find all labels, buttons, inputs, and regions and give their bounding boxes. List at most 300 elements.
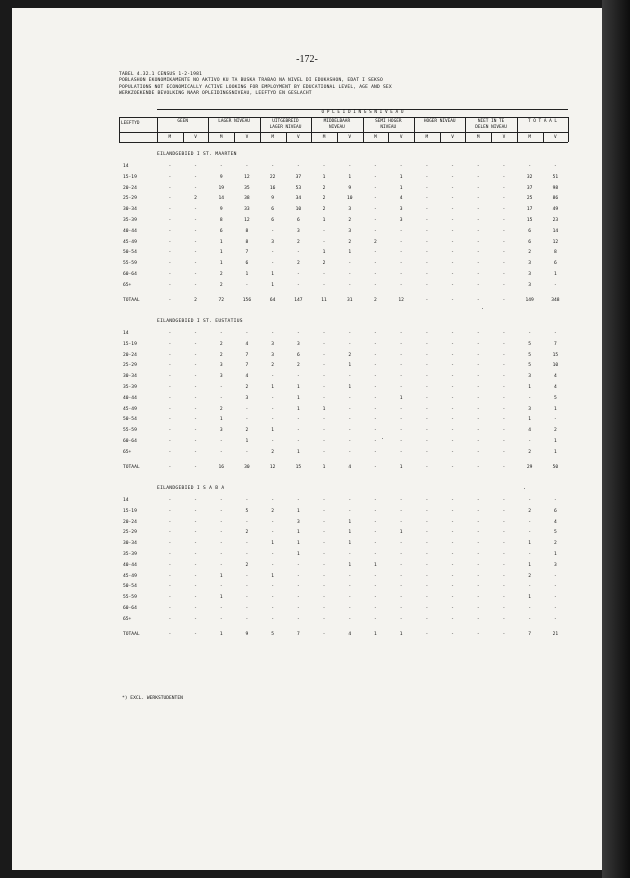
table-cell: - (399, 250, 403, 256)
table-row (119, 240, 568, 248)
table-cell: 6 (296, 218, 300, 223)
age-label: 14 (123, 498, 129, 503)
table-cell: - (425, 595, 429, 601)
table-row (119, 175, 568, 183)
table-cell: - (399, 363, 403, 369)
column-header: GEEN (177, 119, 188, 124)
table-cell: - (194, 395, 197, 401)
table-cell: - (425, 363, 429, 369)
table-cell: - (322, 417, 326, 423)
table-cell: - (168, 552, 172, 557)
table-cell: - (322, 341, 326, 347)
table-cell: - (476, 417, 480, 423)
table-cell: - (374, 185, 377, 191)
age-label: 55-59 (123, 428, 137, 434)
table-cell: - (399, 282, 403, 288)
table-cell: - (399, 331, 403, 336)
table-cell: - (322, 272, 326, 277)
table-cell: 1 (219, 573, 223, 579)
table-cell: - (374, 352, 377, 358)
table-cell: - (194, 374, 197, 380)
table-cell: 86 (552, 196, 559, 202)
table-cell: 1 (296, 385, 300, 390)
table-cell: 2 (553, 541, 557, 547)
table-cell: 5 (528, 352, 532, 358)
table-cell: 16 (269, 185, 276, 191)
table-cell: - (476, 261, 480, 267)
table-cell: 2 (219, 272, 223, 277)
table-cell: - (194, 239, 197, 245)
table-cell: - (348, 573, 352, 579)
table-cell: - (451, 562, 454, 568)
table-cell: - (194, 508, 197, 514)
table-cell: 1 (553, 406, 557, 412)
table-cell: - (502, 297, 506, 303)
table-cell: - (502, 508, 506, 514)
table-cell: - (322, 584, 326, 590)
table-cell: - (348, 164, 352, 169)
table-cell: 1 (296, 552, 300, 557)
table-cell: 1 (271, 272, 275, 277)
table-cell: 12 (398, 297, 404, 303)
table-cell: 7 (245, 250, 249, 256)
table-cell: - (168, 297, 172, 303)
table-cell: - (476, 439, 480, 444)
age-label: 25-29 (123, 196, 137, 202)
table-cell: 10 (295, 207, 302, 213)
table-cell: - (245, 164, 249, 169)
table-cell: - (168, 282, 172, 288)
table-row (119, 595, 568, 603)
table-cell: 21 (552, 631, 559, 637)
table-cell: - (502, 573, 506, 579)
table-cell: - (451, 164, 454, 169)
table-cell: - (194, 385, 197, 390)
table-cell: - (451, 282, 454, 288)
age-label: 55-59 (123, 261, 137, 267)
table-cell: - (502, 417, 506, 423)
age-label: 65+ (123, 616, 132, 622)
header-leeftyd: LEEFTYD (121, 121, 140, 126)
table-row (119, 520, 568, 528)
table-cell: - (425, 508, 429, 514)
table-cell: - (322, 508, 326, 514)
table-cell: - (502, 552, 506, 557)
table-cell: - (168, 584, 172, 590)
table-cell: - (502, 164, 506, 169)
table-cell: - (451, 541, 454, 547)
table-cell: - (194, 363, 197, 369)
table-cell: - (219, 385, 223, 390)
table-cell: - (553, 595, 557, 601)
table-cell: - (502, 439, 506, 444)
table-cell: 9 (245, 631, 249, 637)
age-label: 60-64 (123, 439, 137, 444)
table-cell: - (451, 218, 454, 223)
table-cell: - (425, 196, 429, 202)
table-cell: - (425, 218, 429, 223)
table-cell: - (348, 428, 352, 434)
table-cell: 3 (528, 272, 532, 277)
column-header: NIET IN TE (477, 119, 505, 124)
table-cell: - (296, 250, 300, 256)
table-cell: - (168, 616, 172, 622)
table-cell: 2 (553, 428, 557, 434)
table-cell: 3 (348, 228, 352, 234)
age-label: 15-19 (123, 508, 137, 514)
table-row (119, 563, 568, 571)
table-cell: 1 (322, 218, 326, 223)
table-cell: - (374, 261, 377, 267)
table-cell: - (374, 428, 377, 434)
table-cell: 5 (553, 530, 557, 536)
age-label: 40-44 (123, 562, 137, 568)
table-cell: - (271, 530, 275, 536)
table-cell: - (528, 616, 532, 622)
table-cell: - (399, 616, 403, 622)
table-cell: 1 (528, 417, 532, 423)
table-cell: - (271, 498, 275, 503)
table-cell: - (476, 631, 480, 637)
scan-speck (524, 488, 525, 489)
table-cell: - (425, 207, 429, 213)
table-row (119, 530, 568, 538)
table-cell: - (194, 573, 197, 579)
table-cell: - (425, 282, 429, 288)
table-cell: - (399, 562, 403, 568)
table-cell: - (476, 395, 480, 401)
table-cell: - (322, 631, 326, 637)
age-label: 65+ (123, 449, 132, 455)
age-label: 50-54 (123, 417, 137, 423)
age-label: 40-44 (123, 395, 137, 401)
table-cell: 147 (294, 297, 303, 303)
table-cell: 1 (296, 508, 300, 514)
table-cell: 2 (296, 261, 300, 267)
table-cell: 16 (218, 464, 225, 470)
table-cell: - (168, 363, 172, 369)
table-cell: - (168, 331, 172, 336)
table-cell: - (476, 228, 480, 234)
table-cell: - (296, 606, 300, 611)
table-cell: 1 (322, 250, 326, 256)
table-cell: 50 (552, 464, 559, 470)
table-cell: - (502, 406, 506, 412)
table-cell: - (374, 519, 377, 525)
table-cell: - (168, 508, 172, 514)
table-cell: - (245, 595, 249, 601)
sex-header: V (348, 135, 352, 140)
table-cell: - (528, 552, 532, 557)
table-cell: 1 (553, 449, 557, 455)
age-label: 30-34 (123, 541, 137, 547)
table-cell: - (476, 464, 480, 470)
table-cell: 1 (528, 541, 532, 547)
column-header: MIDDELBAAR (323, 119, 351, 124)
table-cell: 98 (552, 185, 559, 191)
table-cell: - (476, 250, 480, 256)
table-cell: 2 (348, 218, 352, 223)
table-cell: - (451, 374, 454, 380)
table-cell: - (553, 616, 557, 622)
table-cell: - (425, 530, 429, 536)
table-cell: - (425, 439, 429, 444)
table-cell: - (271, 584, 275, 590)
table-cell: - (219, 541, 223, 547)
table-cell: - (194, 562, 197, 568)
table-cell: 9 (271, 196, 275, 202)
table-cell: - (245, 616, 249, 622)
table-cell: - (168, 562, 172, 568)
table-row (119, 606, 568, 614)
table-row (119, 617, 568, 625)
table-row (119, 584, 568, 592)
table-cell: - (399, 552, 403, 557)
table-cell: 3 (271, 341, 275, 347)
table-cell: - (374, 207, 377, 213)
table-row (119, 552, 568, 560)
table-cell: - (194, 631, 197, 637)
column-header: DELEN NIVEAU (475, 125, 507, 130)
table-cell: 10 (552, 363, 559, 369)
table-cell: - (425, 562, 429, 568)
table-cell: - (194, 341, 197, 347)
table-cell: 2 (322, 196, 326, 202)
table-row (119, 385, 568, 393)
table-cell: 1 (348, 541, 352, 547)
table-cell: 49 (552, 207, 559, 213)
table-cell: - (399, 584, 403, 590)
table-cell: - (194, 464, 197, 470)
table-row (119, 439, 568, 447)
table-cell: 1 (399, 464, 403, 470)
table-cell: - (476, 196, 480, 202)
table-cell: - (271, 519, 275, 525)
table-cell: - (451, 250, 454, 256)
table-cell: - (399, 508, 403, 514)
table-cell: - (168, 595, 172, 601)
table-cell: - (168, 631, 172, 637)
table-cell: 1 (399, 185, 403, 191)
table-cell: - (194, 541, 197, 547)
section-heading: EILANDGEBIED I S A B A (157, 486, 225, 491)
table-cell: - (374, 272, 377, 277)
table-cell: 2 (528, 573, 532, 579)
table-cell: - (194, 261, 197, 267)
table-cell: - (245, 573, 249, 579)
table-cell: - (194, 552, 197, 557)
table-cell: - (322, 573, 326, 579)
table-cell: - (296, 282, 300, 288)
table-cell: - (476, 341, 480, 347)
table-cell: - (271, 417, 275, 423)
table-cell: - (168, 406, 172, 412)
table-cell: - (451, 439, 454, 444)
table-cell: - (168, 272, 172, 277)
table-cell: - (399, 164, 403, 169)
table-cell: - (219, 331, 223, 336)
table-cell: - (374, 508, 377, 514)
table-cell: 6 (553, 508, 557, 514)
table-cell: - (476, 164, 480, 169)
table-cell: 7 (528, 631, 532, 637)
age-label: 40-44 (123, 228, 137, 234)
table-cell: - (168, 439, 172, 444)
table-cell: - (476, 428, 480, 434)
table-cell: - (296, 374, 300, 380)
table-cell: 2 (219, 352, 223, 358)
table-cell: - (476, 363, 480, 369)
table-cell: - (374, 174, 377, 180)
column-header: LAGER NIVEAU (269, 125, 302, 130)
table-cell: 1 (553, 552, 557, 557)
table-cell: 3 (528, 282, 532, 288)
table-cell: 33 (244, 207, 250, 213)
table-cell: - (502, 282, 506, 288)
table-cell: - (425, 261, 429, 267)
table-cell: - (451, 174, 454, 180)
table-cell: - (322, 352, 326, 358)
table-cell: 5 (553, 395, 557, 401)
table-cell: - (399, 385, 403, 390)
title-line: POBLASHON EKONOMIKAMENTE NO AKTIVO KU TA BUSKA TRABAO NA NIVEL DI EDUKASHON, EDAT I SEKSO (119, 78, 383, 84)
table-cell: - (425, 341, 429, 347)
table-cell: - (374, 385, 377, 390)
column-separator (119, 117, 120, 142)
table-cell: - (476, 174, 480, 180)
table-cell: - (553, 417, 557, 423)
table-cell: - (374, 196, 377, 202)
age-label: 25-29 (123, 363, 137, 369)
sex-header: M (528, 135, 531, 140)
table-cell: - (451, 363, 454, 369)
table-cell: 4 (553, 374, 557, 380)
table-cell: - (476, 331, 480, 336)
table-cell: - (451, 498, 454, 503)
table-cell: - (168, 449, 172, 455)
scan-speck (382, 438, 383, 439)
table-cell: - (194, 164, 197, 169)
table-cell: - (399, 352, 403, 358)
table-cell: - (245, 282, 249, 288)
table-cell: 32 (526, 174, 533, 180)
table-cell: - (425, 228, 429, 234)
table-cell: - (322, 331, 326, 336)
table-cell: 1 (348, 562, 352, 568)
table-cell: 9 (348, 185, 352, 191)
table-cell: - (528, 530, 532, 536)
table-cell: - (374, 606, 377, 611)
table-cell: - (245, 519, 249, 525)
table-cell: 6 (245, 261, 249, 267)
table-cell: 2 (528, 250, 532, 256)
table-cell: - (168, 196, 172, 202)
table-cell: - (219, 584, 223, 590)
table-cell: - (476, 352, 480, 358)
table-cell: 9 (219, 174, 223, 180)
table-cell: - (168, 519, 172, 525)
table-cell: - (502, 218, 506, 223)
table-cell: - (296, 595, 300, 601)
table-cell: - (476, 519, 480, 525)
table-cell: 1 (271, 428, 275, 434)
total-row (119, 632, 568, 640)
table-cell: 6 (271, 207, 275, 213)
table-cell: - (296, 616, 300, 622)
age-label: 60-64 (123, 272, 137, 277)
header-rule (119, 117, 568, 118)
table-cell: - (476, 239, 480, 245)
table-cell: - (296, 428, 300, 434)
table-cell: - (476, 530, 480, 536)
table-cell: 2 (374, 297, 377, 303)
age-label: TOTAAL (123, 464, 140, 470)
sex-header: V (245, 135, 249, 140)
table-cell: 64 (269, 297, 276, 303)
age-label: 30-34 (123, 374, 137, 380)
table-cell: - (296, 498, 300, 503)
table-cell: - (374, 282, 377, 288)
table-cell: - (425, 552, 429, 557)
table-cell: - (322, 530, 326, 536)
column-header: HOGER NIVEAU (423, 119, 456, 124)
table-row (119, 450, 568, 458)
column-header: SEMI HOGER (375, 119, 402, 124)
table-cell: - (194, 218, 197, 223)
scan-edge-shadow (602, 0, 630, 878)
table-cell: 5 (271, 631, 275, 637)
table-cell: 8 (219, 218, 223, 223)
table-cell: 38 (244, 196, 250, 202)
header-rule (119, 132, 568, 133)
table-cell: - (399, 272, 403, 277)
table-cell: - (451, 185, 454, 191)
table-cell: - (553, 573, 557, 579)
table-cell: - (399, 541, 403, 547)
table-cell: - (451, 631, 454, 637)
table-cell: 12 (269, 464, 276, 470)
table-cell: - (476, 207, 480, 213)
table-cell: - (374, 552, 377, 557)
table-cell: 14 (552, 228, 559, 234)
table-cell: 2 (271, 508, 275, 514)
table-cell: 15 (295, 464, 302, 470)
table-cell: - (271, 228, 275, 234)
table-cell: 1 (271, 541, 275, 547)
table-cell: - (194, 595, 197, 601)
table-cell: 5 (528, 341, 532, 347)
table-cell: 4 (553, 519, 557, 525)
table-cell: - (194, 519, 197, 525)
table-cell: - (168, 207, 172, 213)
table-cell: 2 (245, 385, 249, 390)
section-heading: EILANDGEBIED I ST. MAARTEN (157, 152, 237, 157)
table-cell: 2 (245, 428, 249, 434)
table-cell: - (374, 228, 377, 234)
table-cell: - (374, 331, 377, 336)
table-cell: 3 (528, 374, 532, 380)
table-cell: - (502, 428, 506, 434)
table-cell: - (322, 595, 326, 601)
table-cell: 1 (296, 395, 300, 401)
table-cell: - (374, 406, 377, 412)
table-cell: - (322, 541, 326, 547)
table-cell: - (528, 606, 532, 611)
table-cell: - (348, 395, 352, 401)
table-cell: - (374, 449, 377, 455)
table-cell: 2 (219, 341, 223, 347)
table-cell: - (245, 406, 249, 412)
